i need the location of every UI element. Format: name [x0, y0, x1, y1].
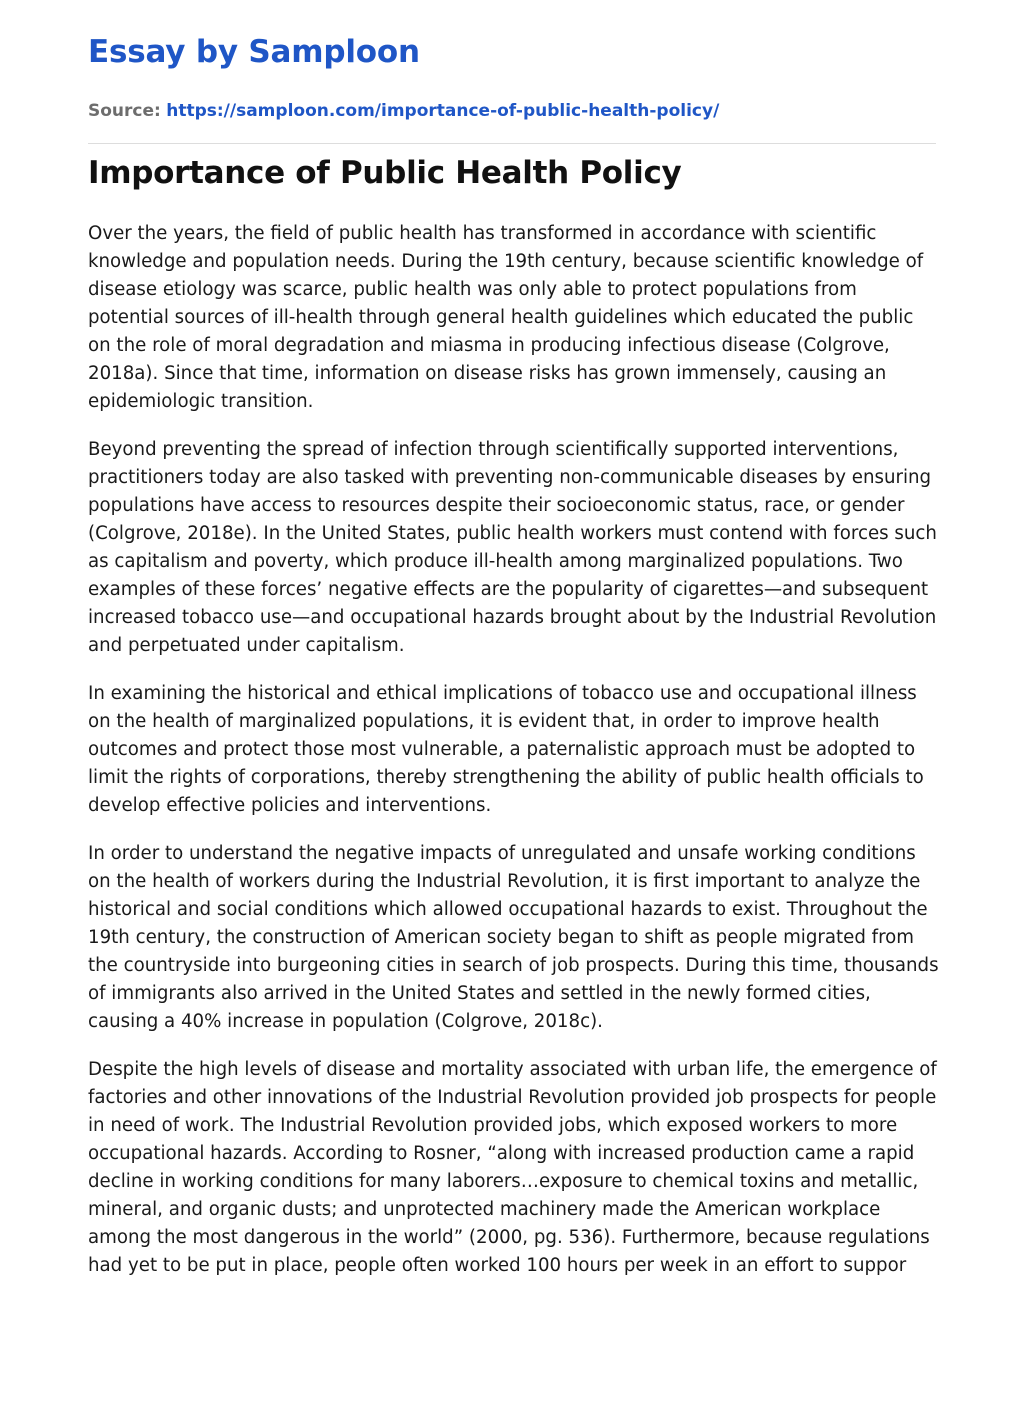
source-line	[88, 101, 719, 121]
article-title: Importance of Public Health Policy	[88, 155, 682, 191]
source-label: Source:	[88, 101, 161, 121]
paragraph-3: In examining the historical and ethical implications of tobacco use and occupational illness on the health of marginalized populations, it is evident that, in order to improve health outcomes and protect those most vulnerable, a paternalistic approach must be adopted to limit the rights of corporations, thereby strengthening the ability of public health officials to develop effective policies and interventions.	[88, 683, 924, 816]
paragraph-1: Over the years, the field of public health has transformed in accordance with scientific knowledge and population needs. During the 19th century, because scientific knowledge of disease etiology was scarce, public health was only able to protect populations from potential sources of ill-health through general health guidelines which educated the public on the role of moral degradation and miasma in producing infectious disease (Colgrove, 2018a). Since that time, information on disease risks has grown immensely, causing an epidemiologic transition.	[88, 223, 924, 412]
header-divider	[88, 143, 936, 144]
paragraph-5: Despite the high levels of disease and mortality associated with urban life, the emergence of factories and other innovations of the Industrial Revolution provided job prospects for people in need of work. The Industrial Revolution provided jobs, which exposed workers to more occupational hazards. According to Rosner, “along with increased production came a rapid decline in working conditions for many laborers…exposure to chemical toxins and metallic, mineral, and organic dusts; and unprotected machinery made the American workplace among the most dangerous in the world” (2000, pg. 536). Furthermore, because regulations had yet to be put in place, people often worked 100 hours per week in an effort to suppor	[88, 1059, 937, 1276]
article-body	[88, 220, 940, 1300]
source-link[interactable]: https://samploon.com/importance-of-public-health-policy/	[166, 101, 720, 121]
site-brand: Essay by Samploon	[88, 34, 420, 70]
paragraph-2: Beyond preventing the spread of infection through scientifically supported interventions, practitioners today are also tasked with preventing non-communicable diseases by ensuring populations have access to resources despite their socioeconomic status, race, or gender (Colgrove, 2018e). In the United States, public health workers must contend with forces such as capitalism and poverty, which produce ill-health among marginalized populations. Two examples of these forces’ negative effects are the popularity of cigarettes—and subsequent increased tobacco use—and occupational hazards brought about by the Industrial Revolution and perpetuated under capitalism.	[88, 439, 937, 656]
paragraph-4: In order to understand the negative impacts of unregulated and unsafe working conditions on the health of workers during the Industrial Revolution, it is first important to analyze the historical and social conditions which allowed occupational hazards to exist. Throughout the 19th century, the construction of American society began to shift as people migrated from the countryside into burgeoning cities in search of job prospects. During this time, thousands of immigrants also arrived in the United States and settled in the newly formed cities, causing a 40% increase in population (Colgrove, 2018c).	[88, 843, 939, 1032]
